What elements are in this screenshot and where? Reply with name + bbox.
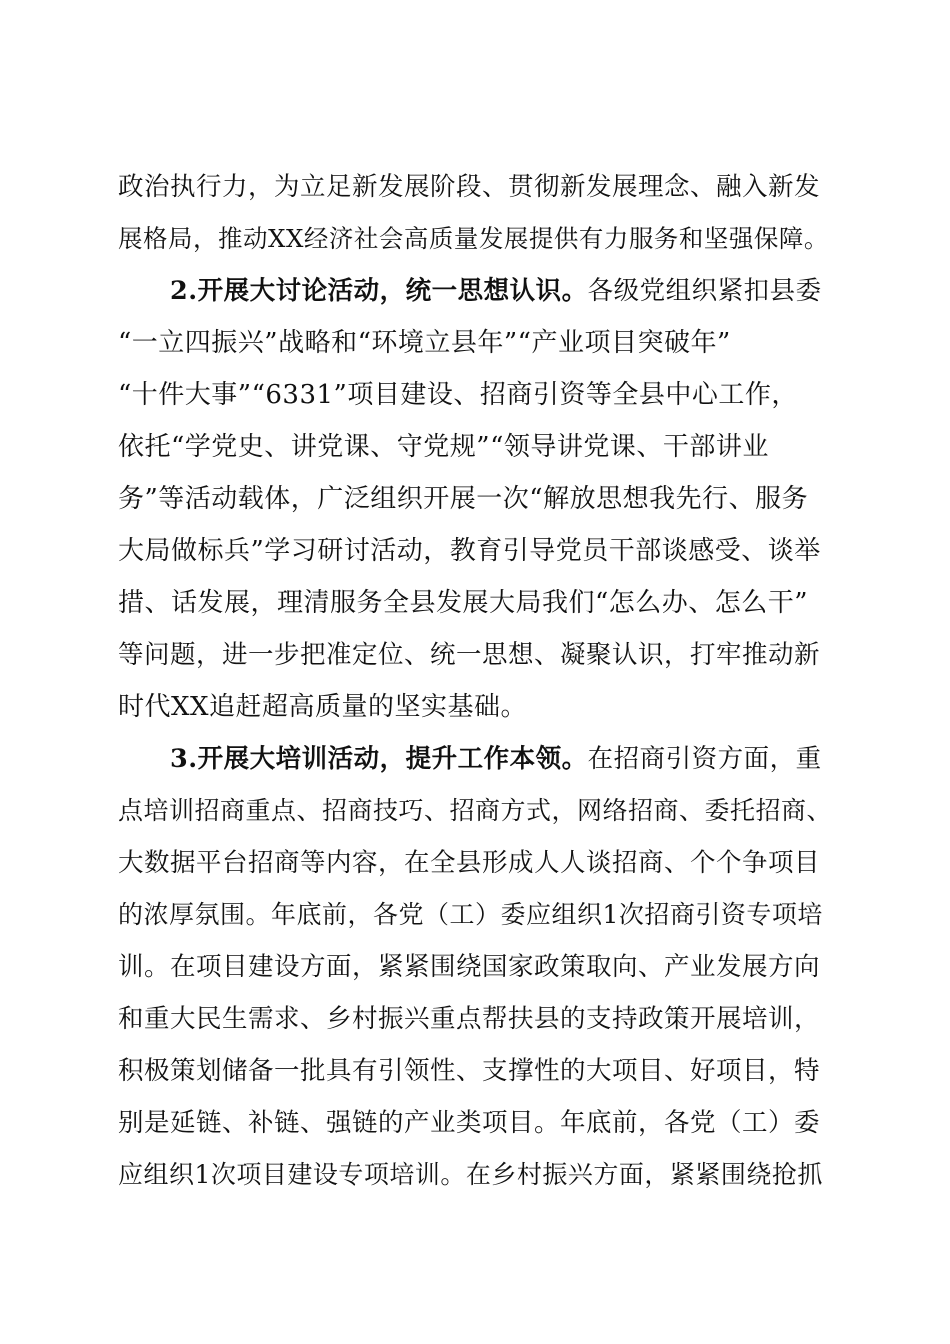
body-text-line: 的浓厚氛围。年底前，各党（工）委应组织1次招商引资专项培	[118, 900, 823, 929]
body-text-segment: 各级党组织紧扣县委	[587, 276, 822, 306]
body-text-line: 应组织1次项目建设专项培训。在乡村振兴方面，紧紧围绕抢抓	[118, 1160, 823, 1189]
body-text-line: 和重大民生需求、乡村振兴重点帮扶县的支持政策开展培训，	[118, 1004, 821, 1034]
section-3-first-line	[170, 742, 822, 776]
section-2-heading: 2.开展大讨论活动，统一思想认识。	[170, 276, 588, 306]
body-text-line: 训。在项目建设方面，紧紧围绕国家政策取向、产业发展方向	[118, 952, 821, 982]
body-text-line: 等问题，进一步把准定位、统一思想、凝聚认识，打牢推动新	[118, 640, 821, 670]
body-text-line: 别是延链、补链、强链的产业类项目。年底前，各党（工）委	[118, 1108, 821, 1138]
section-3-heading: 3.开展大培训活动，提升工作本领。	[170, 744, 588, 774]
body-text-line: 务”等活动载体，广泛组织开展一次“解放思想我先行、服务	[118, 484, 809, 514]
body-text-line: 依托“学党史、讲党课、守党规”“领导讲党课、干部讲业	[118, 432, 769, 462]
body-text-line: 积极策划储备一批具有引领性、支撑性的大项目、好项目，特	[118, 1056, 821, 1086]
body-text-line: 政治执行力，为立足新发展阶段、贯彻新发展理念、融入新发	[118, 172, 821, 202]
body-text-line: 措、话发展，理清服务全县发展大局我们“怎么办、怎么干”	[118, 588, 809, 618]
body-text-line: “十件大事”“6331”项目建设、招商引资等全县中心工作，	[118, 380, 798, 410]
body-text-line: 大局做标兵”学习研讨活动，教育引导党员干部谈感受、谈举	[118, 536, 821, 566]
body-text-line: 大数据平台招商等内容，在全县形成人人谈招商、个个争项目	[118, 848, 821, 878]
body-text-segment: 在招商引资方面，重	[587, 744, 822, 774]
body-text-line: 点培训招商重点、招商技巧、招商方式，网络招商、委托招商、	[118, 796, 833, 825]
body-text-line: 时代XX追赶超高质量的坚实基础。	[118, 692, 528, 722]
body-text-line: 展格局，推动XX经济社会高质量发展提供有力服务和坚强保障。	[118, 224, 829, 253]
body-text-line: “一立四振兴”战略和“环境立县年”“产业项目突破年”	[118, 328, 731, 358]
section-2-first-line	[170, 274, 822, 308]
